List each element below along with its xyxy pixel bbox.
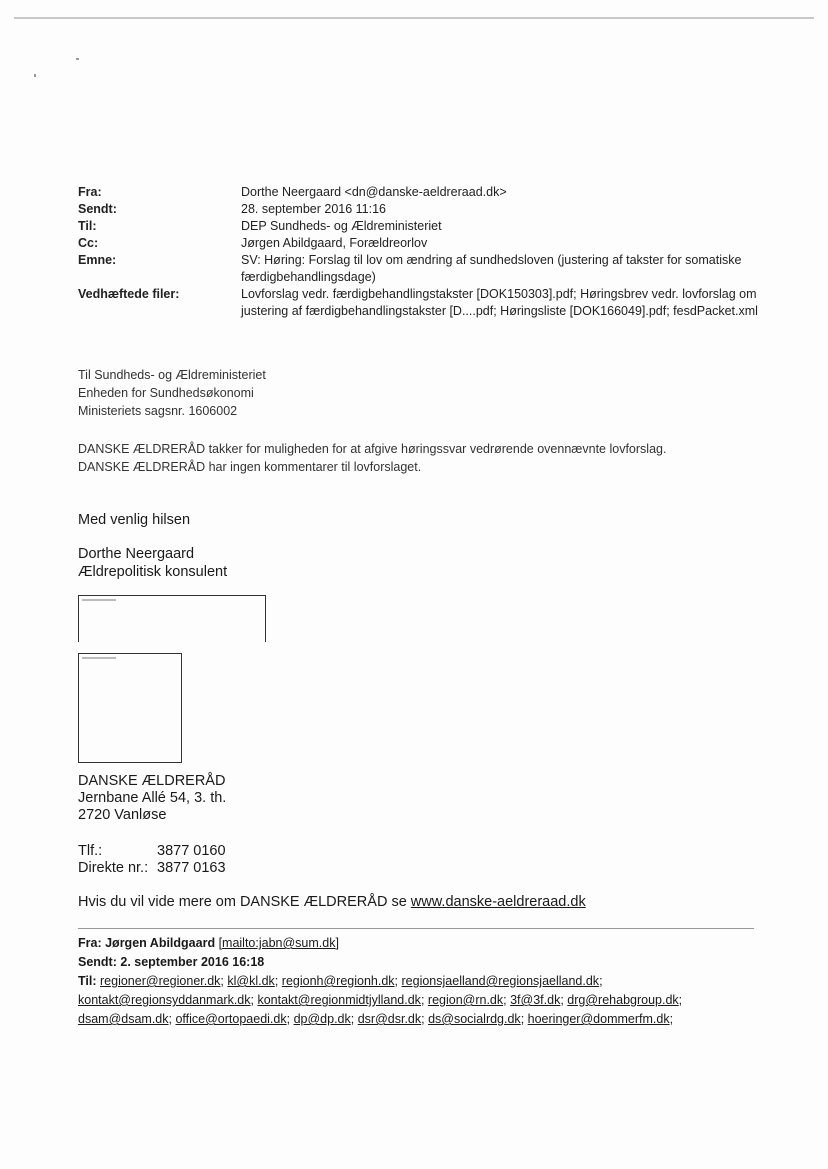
signature-title: Ældrepolitisk konsulent: [78, 564, 228, 580]
org-city: 2720 Vanløse: [78, 807, 167, 823]
address-line: Til Sundheds- og Ældreministeriet: [78, 368, 266, 382]
recipient-list: [78, 974, 682, 1026]
recipient-email-link[interactable]: hoeringer@dommerfm.dk: [527, 1012, 670, 1026]
greeting: Med venlig hilsen: [78, 512, 191, 528]
recipient-email-link[interactable]: dsr@dsr.dk: [357, 1012, 422, 1026]
recipient-email-link[interactable]: kl@kl.dk: [227, 974, 275, 988]
subject-value: SV: Høring: Forslag til lov om ændring af sundhedsloven (justering af takster for somatiske færdigbehandlingsdage): [241, 253, 742, 284]
scan-speck: [34, 74, 36, 77]
recipient-email-link[interactable]: ds@socialrdg.dk: [428, 1012, 521, 1026]
subject-label: Emne:: [78, 253, 117, 267]
cc-value: Jørgen Abildgaard, Forældreorlov: [241, 236, 428, 250]
forwarded-to-row: [78, 972, 778, 1029]
recipient-item: region@rn.dk;: [427, 993, 507, 1007]
body-line: DANSKE ÆLDRERÅD takker for muligheden for at afgive høringssvar vedrørende ovennævnte lovforslag.: [78, 442, 667, 456]
header-sent-row: [78, 201, 758, 218]
org-name: DANSKE ÆLDRERÅD: [78, 773, 226, 789]
recipient-item: drg@rehabgroup.dk;: [567, 993, 683, 1007]
address-line: Ministeriets sagsnr. 1606002: [78, 404, 238, 418]
phone-row: [78, 843, 226, 860]
from-value: Dorthe Neergaard <dn@danske-aeldreraad.dk>: [241, 185, 507, 199]
recipient-item: regionh@regionh.dk;: [281, 974, 399, 988]
forwarded-mailto-link[interactable]: [mailto:jabn@sum.dk]: [218, 936, 339, 950]
website-link[interactable]: www.danske-aeldreraad.dk: [410, 894, 586, 910]
recipient-email-link[interactable]: region@rn.dk: [427, 993, 504, 1007]
recipient-item: regioner@regioner.dk;: [100, 974, 224, 988]
forward-separator: [78, 928, 754, 929]
forwarded-from-row: [78, 934, 778, 953]
body-line: DANSKE ÆLDRERÅD har ingen kommentarer til lovforslaget.: [78, 460, 422, 474]
organization-address: [78, 773, 226, 824]
forwarded-from-name: Jørgen Abildgaard: [105, 936, 216, 950]
header-attachments-row: [78, 286, 758, 320]
forwarded-to-label: Til:: [78, 974, 97, 988]
signature-name: Dorthe Neergaard: [78, 546, 195, 562]
email-header: [78, 184, 758, 320]
to-value: DEP Sundheds- og Ældreministeriet: [241, 219, 442, 233]
image-placeholder: [78, 653, 182, 763]
phone-value: 3877 0160: [157, 843, 226, 859]
from-label: Fra:: [78, 185, 102, 199]
recipient-item: kontakt@regionsyddanmark.dk;: [78, 993, 254, 1007]
recipient-address: [78, 366, 266, 420]
recipient-item: kontakt@regionmidtjylland.dk;: [257, 993, 425, 1007]
forwarded-from-label: Fra:: [78, 936, 102, 950]
recipient-email-link[interactable]: regioner@regioner.dk: [100, 974, 221, 988]
header-cc-row: [78, 235, 758, 252]
broken-image-icon: [82, 657, 116, 659]
sent-label: Sendt:: [78, 202, 117, 216]
recipient-item: regionsjaelland@regionsjaelland.dk;: [401, 974, 603, 988]
recipient-item: kl@kl.dk;: [227, 974, 279, 988]
direct-phone-value: 3877 0163: [157, 860, 226, 876]
header-from-row: [78, 184, 758, 201]
sent-value: 28. september 2016 11:16: [241, 202, 387, 216]
broken-image-icon: [82, 599, 116, 601]
more-info-text: Hvis du vil vide mere om DANSKE ÆLDRERÅD se: [78, 894, 407, 910]
recipient-item: 3f@3f.dk;: [510, 993, 564, 1007]
forwarded-sent-row: [78, 953, 778, 972]
attachments-value: Lovforslag vedr. færdigbehandlingstakster [DOK150303].pdf; Høringsbrev vedr. lovforslag om justering af færdigbehandlingstakster [D....pdf; Høringsliste [DOK166049].pdf; fesdPacket.xml: [241, 287, 758, 318]
more-info-line: [78, 894, 586, 910]
recipient-email-link[interactable]: kontakt@regionsyddanmark.dk: [78, 993, 251, 1007]
forwarded-sent-label: Sendt:: [78, 955, 117, 969]
header-subject-row: [78, 252, 758, 286]
forwarded-sent-value: 2. september 2016 16:18: [120, 955, 265, 969]
scan-top-border: [14, 17, 814, 19]
recipient-item: ds@socialrdg.dk;: [428, 1012, 525, 1026]
scan-speck: [76, 58, 79, 60]
phone-label: Tlf.:: [78, 843, 103, 859]
cc-label: Cc:: [78, 236, 99, 250]
recipient-item: dp@dp.dk;: [293, 1012, 355, 1026]
recipient-item: office@ortopaedi.dk;: [175, 1012, 291, 1026]
recipient-email-link[interactable]: office@ortopaedi.dk: [175, 1012, 287, 1026]
recipient-email-link[interactable]: drg@rehabgroup.dk: [567, 993, 679, 1007]
phone-numbers: [78, 843, 226, 877]
to-label: Til:: [78, 219, 97, 233]
image-placeholder: [78, 595, 266, 642]
attachments-label: Vedhæftede filer:: [78, 287, 180, 301]
recipient-email-link[interactable]: dp@dp.dk: [293, 1012, 351, 1026]
direct-phone-row: [78, 860, 226, 877]
forwarded-header: [78, 934, 778, 1029]
header-to-row: [78, 218, 758, 235]
recipient-item: hoeringer@dommerfm.dk;: [527, 1012, 674, 1026]
org-street: Jernbane Allé 54, 3. th.: [78, 790, 227, 806]
recipient-email-link[interactable]: regionh@regionh.dk: [281, 974, 395, 988]
recipient-email-link[interactable]: kontakt@regionmidtjylland.dk: [257, 993, 421, 1007]
direct-phone-label: Direkte nr.:: [78, 860, 149, 876]
recipient-email-link[interactable]: 3f@3f.dk: [510, 993, 561, 1007]
signature-block: [78, 545, 227, 581]
recipient-email-link[interactable]: dsam@dsam.dk: [78, 1012, 169, 1026]
message-body: [78, 440, 666, 476]
recipient-email-link[interactable]: regionsjaelland@regionsjaelland.dk: [401, 974, 600, 988]
recipient-item: dsr@dsr.dk;: [357, 1012, 425, 1026]
recipient-item: dsam@dsam.dk;: [78, 1012, 172, 1026]
address-line: Enheden for Sundhedsøkonomi: [78, 386, 254, 400]
